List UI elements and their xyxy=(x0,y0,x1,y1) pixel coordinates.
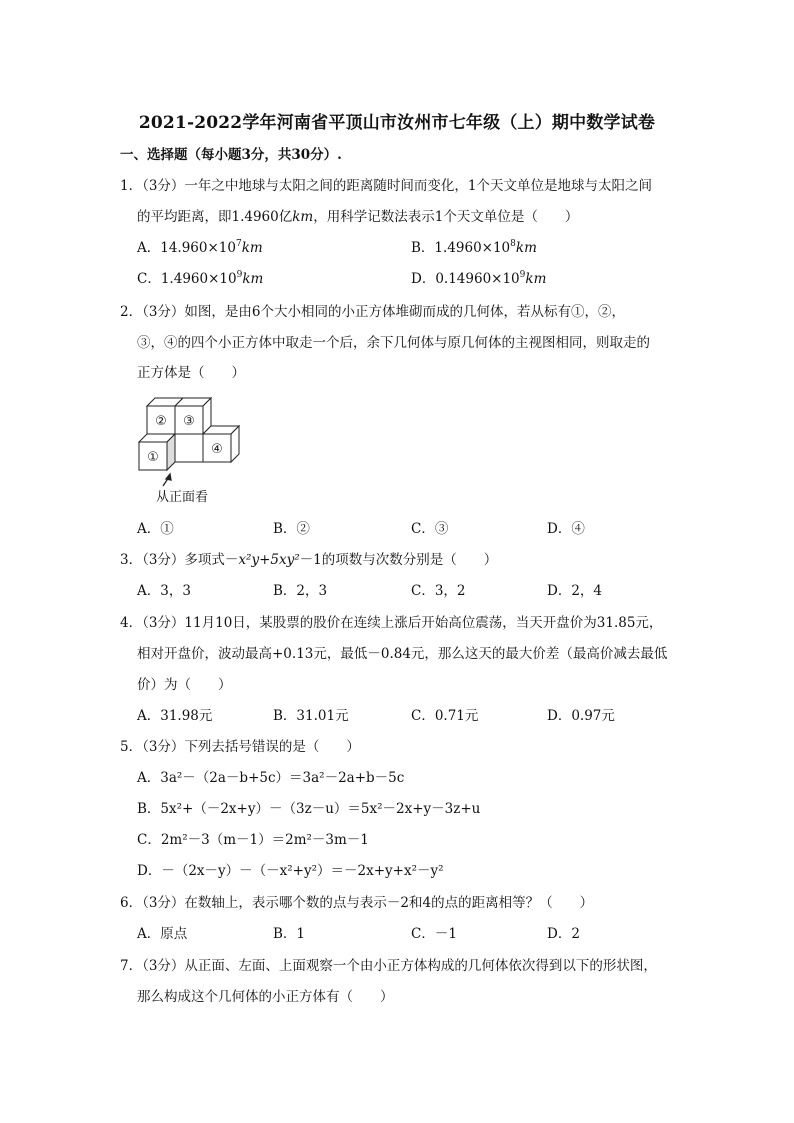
q2-line3: 正方体是（ ） xyxy=(137,365,245,381)
exam-title: 2021-2022学年河南省平顶山市汝州市七年级（上）期中数学试卷 xyxy=(138,113,656,133)
q4-line3: 价）为（ ） xyxy=(137,677,232,693)
q5-line1: 5．（3分）下列去括号错误的是（ ） xyxy=(120,739,360,755)
q2-option-b: B．② xyxy=(273,521,310,537)
figure-label-1: ① xyxy=(147,450,159,465)
view-arrow-icon xyxy=(163,474,171,486)
q1-option-b: B．$1.4960\times 10^8km$ xyxy=(411,239,537,256)
q6-line1: 6．（3分）在数轴上，表示哪个数的点与表示－2和4的点的距离相等？（ ） xyxy=(120,895,594,911)
q6-option-d: D．2 xyxy=(547,926,580,942)
q4-line1: 4．（3分）11月10日，某股票的股价在连续上涨后开始高位震荡，当天开盘价为31.85元， xyxy=(120,615,663,631)
q4-option-d: D．0.97元 xyxy=(547,708,615,724)
q4-line2: 相对开盘价，波动最高+0.13元，最低－0.84元，那么这天的最大价差（最高价减去最低 xyxy=(137,646,668,662)
q2-option-d: D．④ xyxy=(547,521,585,537)
q5-option-a: A．3a²－（2a－b+5c）＝3a²－2a+b－5c xyxy=(137,770,405,786)
q4-option-a: A．31.98元 xyxy=(137,708,213,724)
q1-option-d: D．$0.14960\times 10^9km$ xyxy=(411,270,547,287)
q5-option-b: B．5x²+（－2x+y）－（3z－u）＝5x²－2x+y－3z+u xyxy=(137,801,481,817)
q3-option-d: D．2，4 xyxy=(547,583,603,599)
q2-line2: ③，④的四个小正方体中取走一个后，余下几何体与原几何体的主视图相同，则取走的 xyxy=(137,335,650,351)
figure-label-3: ③ xyxy=(183,414,195,429)
q3-option-b: B．2，3 xyxy=(273,583,328,599)
q6-option-b: B．1 xyxy=(273,926,306,942)
q3-option-a: A．3，3 xyxy=(137,583,191,599)
q1-option-c: C．$1.4960\times 10^9km$ xyxy=(137,270,264,287)
q1-option-a: A．$14.960\times 10^7km$ xyxy=(137,239,263,256)
q6-option-c: C．－1 xyxy=(411,926,457,942)
q4-option-b: B．31.01元 xyxy=(273,708,349,724)
q5-option-c: C．2m²－3（m－1）＝2m²－3m－1 xyxy=(137,832,369,848)
q6-option-a: A．原点 xyxy=(137,926,188,942)
figure-label-2: ② xyxy=(155,414,167,429)
section-heading: 一、选择题（每小题3分，共30分）. xyxy=(120,147,342,163)
q3-option-c: C．3，2 xyxy=(411,583,466,599)
q2-line1: 2．（3分）如图，是由6个大小相同的小正方体堆砌而成的几何体，若从标有①，②， xyxy=(120,304,626,320)
q7-line1: 7．（3分）从正面、左面、上面观察一个由小正方体构成的几何体依次得到以下的形状图， xyxy=(120,958,657,974)
q5-option-d: D．－（2x－y）－（－x²+y²）＝－2x+y+x²－y² xyxy=(137,863,444,879)
q4-option-c: C．0.71元 xyxy=(411,708,479,724)
q7-line2: 那么构成这个几何体的小正方体有（ ） xyxy=(137,989,394,1005)
q3-line: 3．（3分）多项式－x²y+5xy²－1的项数与次数分别是（ ） xyxy=(120,552,498,568)
q2-option-a: A．① xyxy=(137,521,174,537)
q1-line2: 的平均距离，即1.4960亿km，用科学记数法表示1个天文单位是（ ） xyxy=(137,209,579,225)
figure-caption: 从正面看 xyxy=(156,490,209,505)
q2-option-c: C．③ xyxy=(411,521,449,537)
figure-label-4: ④ xyxy=(211,442,223,457)
q1-line1: 1．（3分）一年之中地球与太阳之间的距离随时间而变化，1个天文单位是地球与太阳之间 xyxy=(120,178,653,194)
